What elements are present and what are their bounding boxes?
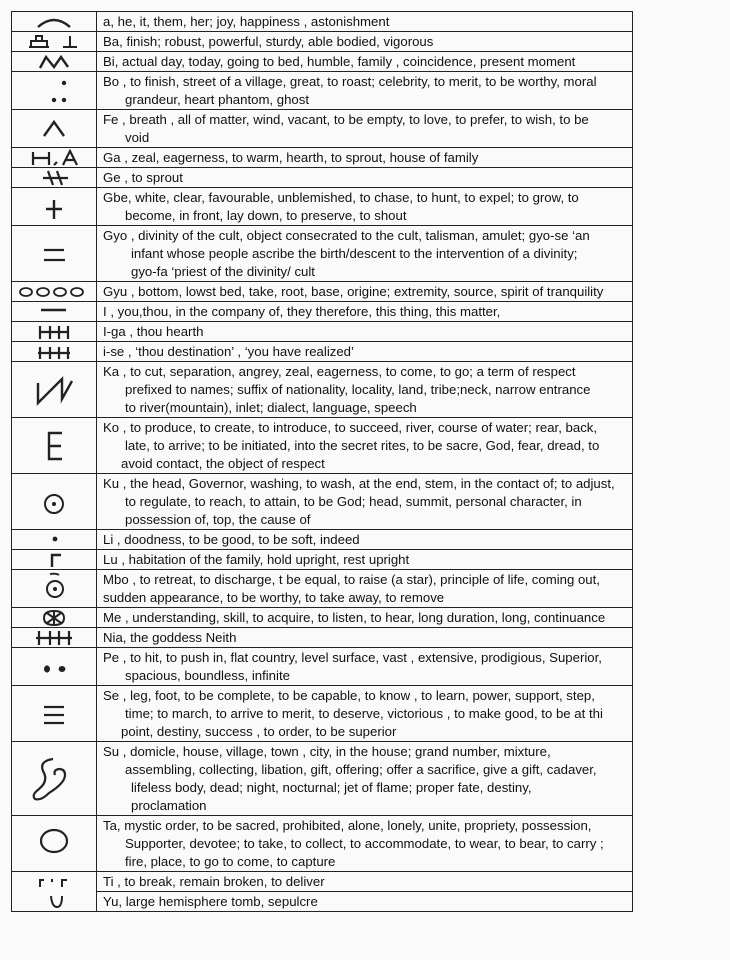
definition-cell (97, 322, 633, 342)
definition-line: Lu , habitation of the family, hold upright, rest upright (103, 552, 410, 567)
table-row (12, 816, 633, 872)
table-row (12, 302, 633, 322)
definition-cell (97, 188, 633, 226)
symbol-cell (12, 418, 97, 474)
definition-line: Bo , to finish, street of a village, great, to roast; celebrity, to merit, to be worthy, moral (103, 74, 597, 89)
definition-cell (97, 648, 633, 686)
symbol-cell (12, 148, 97, 168)
se-glyph-icon (24, 689, 84, 739)
table-row (12, 32, 633, 52)
symbol-cell (12, 530, 97, 550)
definition-line: Mbo , to retreat, to discharge, t be equal, to raise (a star), principle of life, coming out, (103, 572, 600, 587)
definition-line: Ti , to break, remain broken, to deliver (103, 874, 325, 889)
iga-glyph-icon (24, 323, 84, 341)
table-row (12, 72, 633, 110)
definition-line: proclamation (131, 798, 207, 813)
table-row (12, 742, 633, 816)
definition-line: Ka , to cut, separation, angrey, zeal, eagerness, to come, to go; a term of respect (103, 364, 576, 379)
pe-glyph-icon (24, 650, 84, 684)
table-row (12, 550, 633, 570)
definition-cell (97, 110, 633, 148)
table-row (12, 648, 633, 686)
fe-glyph-icon (24, 112, 84, 146)
definition-line: possession of, top, the cause of (125, 512, 311, 527)
li-glyph-icon (24, 531, 84, 549)
definition-line: Su , domicle, house, village, town , city, in the house; grand number, mixture, (103, 744, 551, 759)
definition-line: Ga , zeal, eagerness, to warm, hearth, to sprout, house of family (103, 150, 479, 165)
definition-cell (97, 530, 633, 550)
definition-cell (97, 872, 633, 892)
ise-glyph-icon (24, 343, 84, 361)
symbol-cell (12, 342, 97, 362)
ta-glyph-icon (24, 819, 84, 869)
symbol-cell (12, 110, 97, 148)
definition-cell (97, 608, 633, 628)
table-row (12, 148, 633, 168)
table-row (12, 342, 633, 362)
symbol-cell (12, 226, 97, 282)
i-glyph-icon (24, 303, 84, 321)
definition-line: Gbe, white, clear, favourable, unblemished, to chase, to hunt, to expel; to grow, to (103, 190, 579, 205)
symbol-cell (12, 32, 97, 52)
definition-line: assembling, collecting, libation, gift, offering; offer a sacrifice, give a gift, cadaver, (125, 762, 597, 777)
symbol-cell (12, 72, 97, 110)
definition-line: Li , doodness, to be good, to be soft, indeed (103, 532, 360, 547)
definition-line: Pe , to hit, to push in, flat country, level surface, vast , extensive, prodigious, Superior, (103, 650, 602, 665)
table-row (12, 892, 633, 912)
definition-line: Nia, the goddess Neith (103, 630, 237, 645)
symbol-cell (12, 686, 97, 742)
arc-glyph-icon (24, 13, 84, 31)
table-row (12, 628, 633, 648)
symbol-cell (12, 742, 97, 816)
definition-line: Gyu , bottom, lowst bed, take, root, base, origine; extremity, source, spirit of tranquility (103, 284, 604, 299)
table-row (12, 872, 633, 892)
ga-glyph-icon (19, 149, 89, 167)
definition-cell (97, 474, 633, 530)
symbol-cell (12, 628, 97, 648)
definition-line: Ge , to sprout (103, 170, 183, 185)
table-row (12, 282, 633, 302)
symbol-cell (12, 550, 97, 570)
table-row (12, 188, 633, 226)
definition-line: avoid contact, the object of respect (121, 456, 325, 471)
bi-glyph-icon (24, 53, 84, 71)
table-row (12, 474, 633, 530)
symbol-cell (12, 872, 97, 912)
symbol-cell (12, 816, 97, 872)
glyph-dictionary-table (11, 11, 633, 912)
ti-yu-glyph-icon (24, 875, 84, 909)
definition-cell (97, 816, 633, 872)
table-row (12, 686, 633, 742)
definition-line: I-ga , thou hearth (103, 324, 204, 339)
gbe-glyph-icon (24, 190, 84, 224)
me-glyph-icon (24, 609, 84, 627)
definition-cell (97, 12, 633, 32)
ku-glyph-icon (24, 477, 84, 527)
symbol-cell (12, 322, 97, 342)
definition-line: gyo-fa ‘priest of the divinity/ cult (131, 264, 315, 279)
definition-line: Ta, mystic order, to be sacred, prohibited, alone, lonely, unite, propriety, possession, (103, 818, 592, 833)
table-row (12, 52, 633, 72)
table-row (12, 322, 633, 342)
definition-cell (97, 628, 633, 648)
definition-cell (97, 550, 633, 570)
definition-line: spacious, boundless, infinite (125, 668, 290, 683)
symbol-cell (12, 282, 97, 302)
definition-line: grandeur, heart phantom, ghost (125, 92, 310, 107)
definition-cell (97, 282, 633, 302)
lu-glyph-icon (24, 551, 84, 569)
definition-cell (97, 362, 633, 418)
definition-line: Fe , breath , all of matter, wind, vacant, to be empty, to love, to prefer, to wish, to be (103, 112, 589, 127)
definition-line: Bi, actual day, today, going to bed, humble, family , coincidence, present moment (103, 54, 576, 69)
definition-line: to river(mountain), inlet; dialect, language, speech (125, 400, 417, 415)
definition-line: Gyo , divinity of the cult, object consecrated to the cult, talisman, amulet; gyo-se ‘an (103, 228, 590, 243)
symbol-cell (12, 188, 97, 226)
table-row (12, 168, 633, 188)
definition-line: Yu, large hemisphere tomb, sepulcre (103, 894, 318, 909)
definition-line: become, in front, lay down, to preserve, to shout (125, 208, 407, 223)
table-row (12, 570, 633, 608)
symbol-cell (12, 12, 97, 32)
definition-line: a, he, it, them, her; joy, happiness , astonishment (103, 14, 390, 29)
table-row (12, 110, 633, 148)
definition-cell (97, 148, 633, 168)
definition-cell (97, 418, 633, 474)
gyo-glyph-icon (24, 229, 84, 279)
table-row (12, 608, 633, 628)
definition-line: fire, place, to go to come, to capture (125, 854, 336, 869)
bo-glyph-icon (24, 74, 84, 108)
definition-line: late, to arrive; to be initiated, into the secret rites, to be sacre, God, fear, dread, to (125, 438, 600, 453)
su-glyph-icon (19, 745, 89, 813)
ge-glyph-icon (24, 169, 84, 187)
definition-cell (97, 742, 633, 816)
definition-line: time; to march, to arrive to merit, to deserve, victorious , to make good, to be at thi (125, 706, 603, 721)
table-row (12, 12, 633, 32)
definition-line: point, destiny, success , to order, to be superior (121, 724, 397, 739)
symbol-cell (12, 302, 97, 322)
symbol-cell (12, 474, 97, 530)
definition-line: void (125, 130, 150, 145)
definition-cell (97, 168, 633, 188)
definition-cell (97, 302, 633, 322)
table-row (12, 226, 633, 282)
definition-line: Ku , the head, Governor, washing, to wash, at the end, stem, in the contact of; to adjust, (103, 476, 615, 491)
definition-cell (97, 32, 633, 52)
definition-cell (97, 686, 633, 742)
definition-line: Supporter, devotee; to take, to collect, to accommodate, to wear, to bear, to carry ; (125, 836, 604, 851)
mbo-glyph-icon (24, 572, 84, 606)
definition-line: Ba, finish; robust, powerful, sturdy, able bodied, vigorous (103, 34, 434, 49)
ba-glyph-icon (19, 33, 89, 51)
definition-cell (97, 342, 633, 362)
symbol-cell (12, 168, 97, 188)
definition-cell (97, 72, 633, 110)
definition-line: Me , understanding, skill, to acquire, to listen, to hear, long duration, long, continuance (103, 610, 606, 625)
definition-cell (97, 52, 633, 72)
ka-glyph-icon (24, 365, 84, 415)
definition-line: Ko , to produce, to create, to introduce, to succeed, river, course of water; rear, back, (103, 420, 598, 435)
ko-glyph-icon (24, 421, 84, 471)
symbol-cell (12, 362, 97, 418)
gyu-glyph-icon (14, 283, 94, 301)
symbol-cell (12, 648, 97, 686)
symbol-cell (12, 608, 97, 628)
symbol-cell (12, 52, 97, 72)
definition-line: to regulate, to reach, to attain, to be God; head, summit, personal character, in (125, 494, 582, 509)
nia-glyph-icon (24, 629, 84, 647)
definition-line: infant whose people ascribe the birth/descent to the intervention of a divinity; (131, 246, 578, 261)
symbol-cell (12, 570, 97, 608)
definition-cell (97, 570, 633, 608)
table-row (12, 418, 633, 474)
table-row (12, 362, 633, 418)
definition-line: I , you,thou, in the company of, they therefore, this thing, this matter, (103, 304, 501, 319)
definition-line: Se , leg, foot, to be complete, to be capable, to know , to learn, power, support, step, (103, 688, 595, 703)
definition-cell (97, 892, 633, 912)
definition-line: sudden appearance, to be worthy, to take away, to remove (103, 590, 445, 605)
definition-line: lifeless body, dead; night, nocturnal; jet of flame; proper fate, destiny, (131, 780, 532, 795)
definition-cell (97, 226, 633, 282)
table-row (12, 530, 633, 550)
definition-line: i-se , ‘thou destination’ , ‘you have realized’ (103, 344, 354, 359)
definition-line: prefixed to names; suffix of nationality, locality, land, tribe;neck, narrow entrance (125, 382, 591, 397)
